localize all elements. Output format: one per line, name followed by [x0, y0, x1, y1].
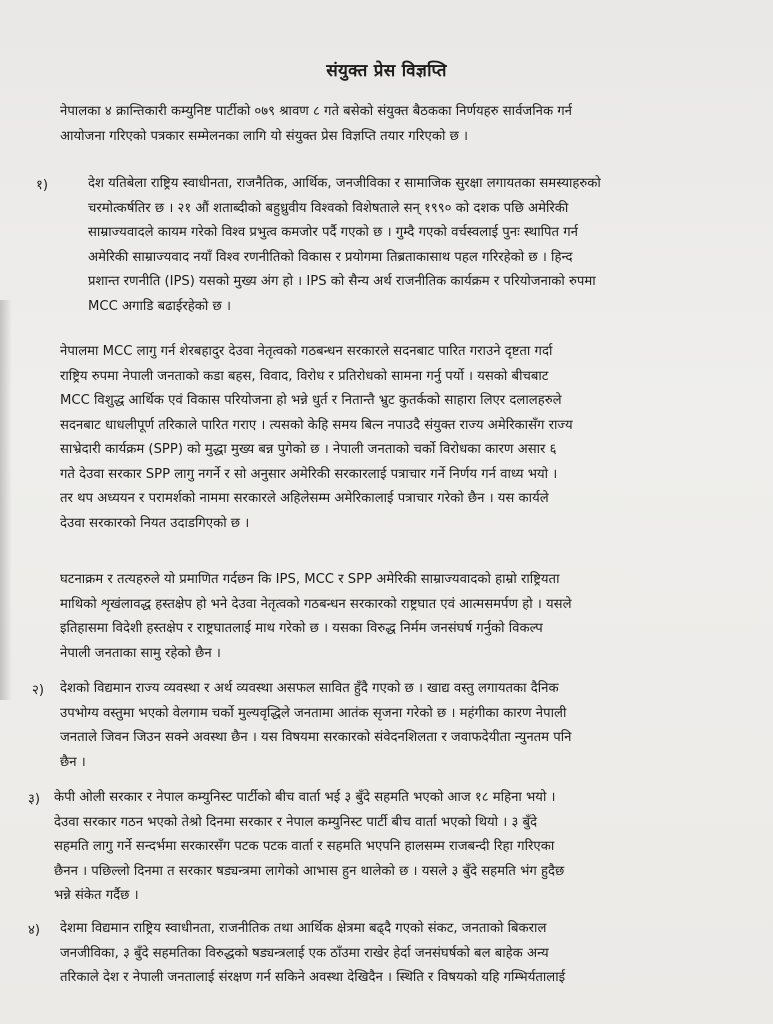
item-number: ३) — [28, 792, 41, 807]
text-line: भन्ने संकेत गर्दैछ । — [54, 888, 139, 903]
document-title: संयुक्त प्रेस विज्ञप्ति — [326, 61, 447, 81]
item-number: १) — [36, 178, 49, 193]
text-line: देशको विद्यमान राज्य व्यवस्था र अर्थ व्यवस्था असफल सावित हुँदै गएको छ । खाद्य वस्तु लगायतका दैनिक — [60, 681, 559, 696]
text-line: MCC अगाडि बढाईरहेको छ । — [88, 298, 231, 314]
text-line: साभ्रेदारी कार्यक्रम (SPP) को मुद्धा मुख्य बन्न पुगेको छ । नेपाली जनताको चर्को विरोधका कारण असार ६ — [60, 442, 557, 457]
text-line: देश यतिबेला राष्ट्रिय स्वाधीनता, राजनैतिक, आर्थिक, जनजीविका र सामाजिक सुरक्षा लगायतका समस्याहरुको — [88, 176, 601, 191]
text-line: माथिको शृखंलावद्ध हस्तक्षेप हो भने देउवा नेतृत्वको गठबन्धन सरकारको राष्ट्रघात एवं आत्मसमर्पण हो । यसले — [60, 596, 572, 612]
text-line: छैनन । पछिल्लो दिनमा त सरकार षड्यन्त्रमा लागेको आभास हुन थालेको छ । यसले ३ बुँदे सहमति भंग हुदैछ — [54, 863, 565, 879]
text-line: चरमोत्कर्षतिर छ । २१ औं शताब्दीको बहुध्रुवीय विश्वको विशेषताले सन् १९९० को दशक पछि अमेरिकी — [88, 200, 569, 216]
text-line: नेपालमा MCC लागु गर्न शेरबहादुर देउवा नेतृत्वको गठबन्धन सरकारले सदनबाट पारित गराउने दृष्टता गर्दा — [60, 344, 553, 359]
item-number: ४) — [28, 923, 41, 938]
item-4-para — [60, 917, 750, 991]
item-1-para-1 — [88, 172, 748, 319]
text-line: इतिहासमा विदेशी हस्तक्षेप र राष्ट्रघातलाई माथ गरेको छ । यसका विरुद्ध निर्मम जनसंघर्ष गर्नुको विकल्प — [60, 621, 543, 636]
item-3-para — [54, 786, 754, 909]
text-line: उपभोग्य वस्तुमा भएको वेलगाम चर्को मुल्यवृद्धिले जनतामा आतंक सृजना गरेको छ । महंगीका कारण नेपाली — [60, 705, 567, 721]
text-line: छैन । — [60, 754, 86, 770]
intro-line: आयोजना गरिएको पत्रकार सम्मेलनका लागि यो संयुक्त प्रेस विज्ञप्ति तयार गरिएको छ । — [60, 128, 468, 144]
intro-paragraph — [60, 100, 740, 149]
intro-line: नेपालका ४ क्रान्तिकारी कम्युनिष्ट पार्टीको ०७९ श्रावण ८ गते बसेको संयुक्त बैठकका निर्णयहरु सार्वजनिक गर्न — [60, 104, 573, 119]
text-line: अमेरिकी साम्राज्यवाद नयाँ विश्व रणनीतिको विकास र प्रयोगमा तिब्रताकासाथ पहल गरिरहेको छ । हिन्द — [88, 249, 573, 265]
text-line: तर थप अध्ययन र परामर्शको नाममा सरकारले अहिलेसम्म अमेरिकालाई पत्राचार गरेको छैन । यस कार्यले — [60, 491, 549, 506]
item-2-para — [60, 677, 750, 775]
text-line: सहमति लागु गर्ने सन्दर्भमा सरकारसँग पटक पटक वार्ता र सहमति भएपनि हालसम्म राजबन्दी रिहा गरिएका — [54, 839, 555, 854]
text-line: घटनाक्रम र तत्यहरुले यो प्रमाणित गर्दछन कि IPS, MCC र SPP अमेरिकी साम्राज्यवादको हाम्रो राष्ट्रियता — [60, 572, 560, 587]
item-1-para-2 — [60, 340, 750, 536]
text-line: साम्राज्यवादले कायम गरेको विश्व प्रभुत्व कमजोर पर्दै गएको छ । गुम्दै गएको वर्चस्वलाई पुनः स्थापित गर्न — [88, 225, 579, 240]
text-line: सदनबाट धाधलीपूर्ण तरिकाले पारित गराए । त्यसको केहि समय बित्न नपाउदै संयुक्त राज्य अमेरिकासँग राज्य — [60, 417, 573, 433]
text-line: जनजीविका, ३ बुँदे सहमतिका विरुद्धको षड्यन्त्रलाई एक ठाँउमा राखेर हेर्दा जनसंघर्षको बल बाहेक अन्य — [60, 945, 549, 961]
page-shadow — [0, 300, 12, 700]
text-line: देउवा सरकारको नियत उदाडगिएको छ । — [60, 515, 250, 531]
text-line: तरिकाले देश र नेपाली जनतालाई संरक्षण गर्न सकिने अवस्था देखिदैन । स्थिति र विषयको यहि गम्भिर्यतालाई — [60, 970, 566, 985]
text-line: राष्ट्रिय रुपमा नेपाली जनताको कडा बहस, विवाद, विरोध र प्रतिरोधको सामना गर्नु पर्यो । यसको बीचबाट — [60, 368, 549, 384]
text-line: प्रशान्त रणनीति (IPS) यसको मुख्य अंग हो । IPS को सैन्य अर्थ राजनीतिक कार्यक्रम र परियोजनाको रुपमा — [88, 274, 596, 289]
text-line: गते देउवा सरकार SPP लागु नगर्ने र सो अनुसार अमेरिकी सरकारलाई पत्राचार गर्ने निर्णय गर्न वाध्य भयो । — [60, 466, 558, 482]
text-line: देशमा विद्यमान राष्ट्रिय स्वाधीनता, राजनीतिक तथा आर्थिक क्षेत्रमा बढ्दै गएको संकट, जनताको बिकराल — [60, 921, 547, 936]
text-line: देउवा सरकार गठन भएको तेश्रो दिनमा सरकार र नेपाल कम्युनिस्ट पार्टी बीच वार्ता भएको थियो । ३ बुँदे — [54, 814, 538, 830]
text-line: जनताले जिवन जिउन सक्ने अवस्था छैन । यस विषयमा सरकारको संवेदनशिलता र जवाफदेयीता न्युनतम पनि — [60, 730, 572, 745]
text-line: केपी ओली सरकार र नेपाल कम्युनिस्ट पार्टीको बीच वार्ता भई ३ बुँदे सहमति भएको आज १८ महिना भयो । — [54, 790, 556, 805]
text-line: नेपाली जनताका सामु रहेको छैन । — [60, 645, 221, 661]
item-number: २) — [32, 683, 45, 698]
item-1-para-3 — [60, 568, 750, 666]
text-line: MCC विशुद्ध आर्थिक एवं विकास परियोजना हो भन्ने धुर्त र नितान्तै भ्रुट कुतर्कको साहारा लिएर दलालहरुले — [60, 393, 562, 408]
